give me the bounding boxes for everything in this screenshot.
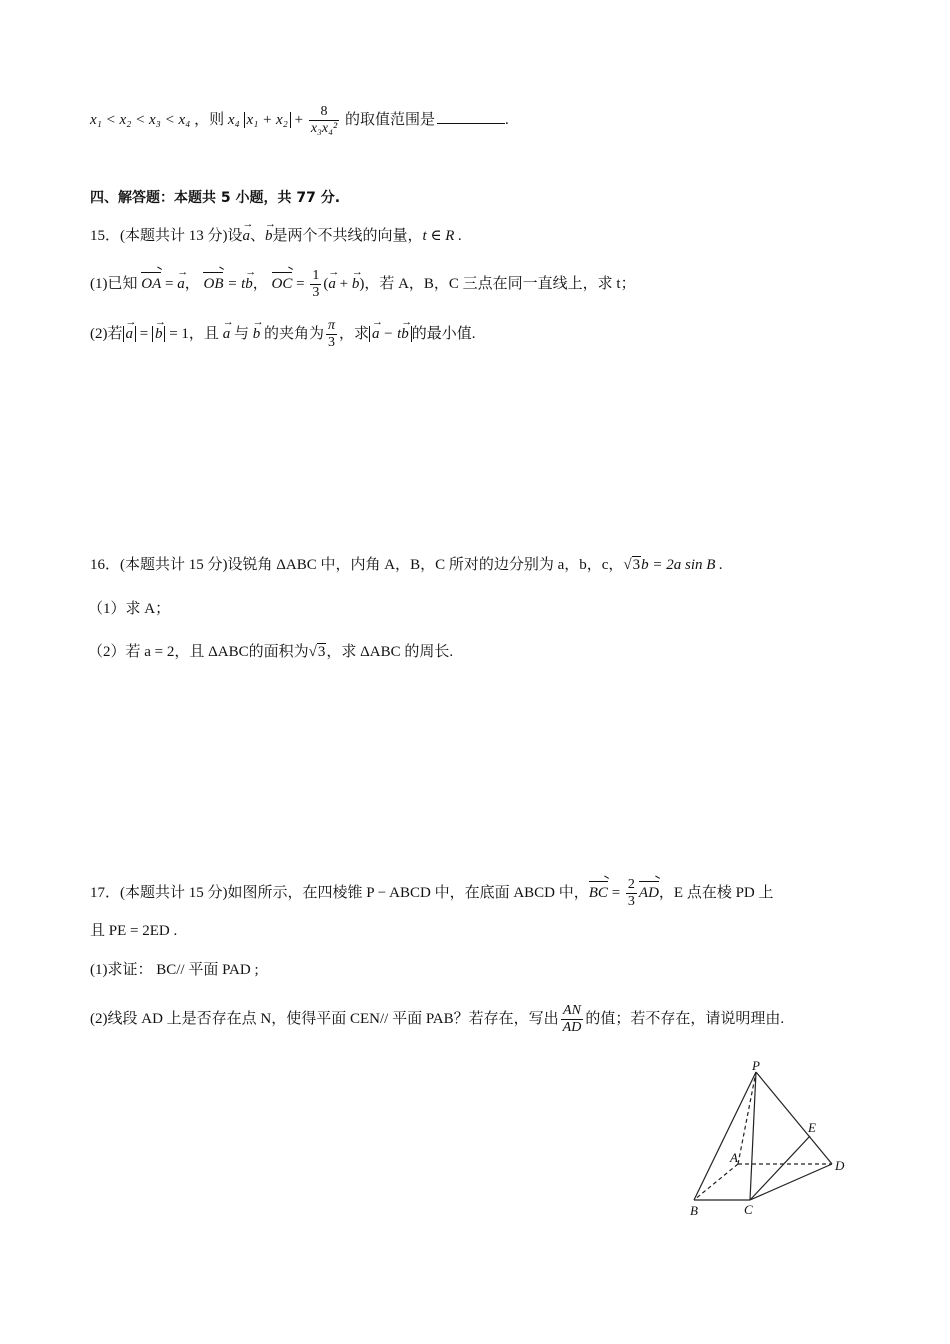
equals: = [607,884,624,901]
radicand: 3 [632,557,641,573]
question-tail: 的取值范围是 [344,111,435,128]
sqrt-3: √3 [308,644,326,660]
vector-a: → a [177,274,185,294]
vector-b: → b [401,324,409,344]
vertex-label-E: E [808,1120,816,1135]
q17-head: 17．(本题共计 15 分)如图所示，在四棱锥 P − ABCD 中，在底面 ABCD 中， [90,884,589,901]
absolute-value: x₁ + x₂ [244,112,291,128]
vertex-label-P: P [752,1060,760,1073]
equals: = [292,275,309,292]
abs-a [123,326,137,342]
q16-head: 16．(本题共计 15 分)设锐角 ΔABC 中，内角 A，B，C 所对的边分别为 a，b，c， [90,557,624,573]
q15-part1 [90,268,636,301]
q17-line2: 且 PE = 2ED . [90,923,178,939]
q17-stem [90,877,774,910]
q15-mid: 是两个不共线的向量， [272,228,423,244]
top-expression-line [90,104,509,137]
comma: ， [252,275,268,292]
q17-part2 [90,1003,784,1036]
plus-sign: + [294,111,304,128]
denominator: 3 [627,894,635,909]
q15-p2-eq: = 1，且 [165,325,223,342]
radicand: 3 [317,644,326,660]
vertex-label-D: D [835,1158,845,1173]
vector-OC: OC [271,275,293,292]
abs-a-minus-tb [369,326,412,342]
paren-open: ( [323,275,329,292]
denominator-AD: AD [562,1020,582,1035]
q16-stem [90,555,723,575]
denominator: 3 [312,285,320,300]
abs-b [152,326,166,342]
vector-a: → a [372,324,380,344]
and-text: 与 [230,325,253,342]
pyramid-figure [680,1060,850,1220]
vector-b: → b [245,274,253,294]
expr-factor: x₄ [227,111,240,128]
denominator: 3 [327,335,335,350]
angle-text: 的夹角为 [260,325,324,342]
vector-b: → b [265,226,273,246]
line-end: . [504,111,509,128]
vector-OA: OA [141,275,162,292]
q16-p2-prefix: （2）若 a = 2，且 ΔABC的面积为 [88,644,309,660]
section-heading: 四、解答题：本题共 5 小题，共 77 分. [90,190,341,206]
vector-a: → a [243,226,251,246]
equals-t: = t [223,275,246,292]
q15-stem [90,226,462,246]
vertex-label-C: C [744,1202,753,1217]
q17-p2-tail: 的值；若不存在，请说明理由. [585,1010,785,1027]
numerator: 2 [627,877,635,892]
inequality-chain: x₁ < x₂ < x₃ < x₄ [90,111,191,128]
fraction-pi-over-3 [326,318,337,351]
q15-part2: (2)若→ a = → b = 1，且 → a 与 → b 的夹角为 $\frac{\pi}{3}$ ，求→ a − t→ b 的最小值. [90,318,476,351]
t-in-R: t ∈ R . [422,228,462,244]
plus: + [335,275,352,292]
vector-b: → b [352,274,360,294]
sqrt-3: √3 [623,557,641,573]
fraction-AN-over-AD [561,1003,584,1036]
q17-part1: (1)求证： BC// 平面 PAD ; [90,962,259,978]
numerator-pi: π [327,318,335,333]
q17-tail: ，E 点在棱 PD 上 [658,884,774,901]
minus-t: − t [379,325,402,342]
vector-AD: AD [638,884,659,901]
q15-p1-tail: ，若 A，B，C 三点在同一直线上，求 t； [364,275,636,292]
vector-a: → a [126,324,134,344]
vector-b: → b [253,324,261,344]
q16-part2 [88,642,453,662]
vector-a: → a [328,274,336,294]
fraction-8-over-x3x4sq [309,104,339,137]
numerator: 1 [312,268,320,283]
connector-text: ，则 [194,111,225,128]
fraction-one-third [310,268,321,301]
q15-p1-prefix: (1)已知 [90,275,138,292]
q16-equation: b = 2a sin B . [641,557,723,573]
numerator-AN: AN [563,1003,581,1018]
q15-p2-tail: 的最小值. [411,325,476,342]
ask-text: ，求 [338,325,369,342]
vector-BC: BC [588,884,608,901]
q16-part1: （1）求 A； [88,601,171,617]
fraction-numerator: 8 [320,104,328,119]
separator: 、 [250,228,266,244]
vector-b: → b [155,324,163,344]
q16-p2-tail: ，求 ΔABC 的周长. [326,644,454,660]
equals: = [161,275,178,292]
q17-p2-prefix: (2)线段 AD 上是否存在点 N，使得平面 CEN// 平面 PAB？若存在，写出 [90,1010,559,1027]
fraction-two-thirds [626,877,637,910]
vector-OB: OB [203,275,224,292]
vertex-label-B: B [690,1203,698,1218]
q15-p2-prefix: (2)若 [90,325,123,342]
vertex-label-A: A [730,1150,738,1165]
paren-close: ) [359,275,365,292]
vector-a: → a [223,324,231,344]
q15-head: 15．(本题共计 13 分)设 [90,228,243,244]
fraction-denominator: x₃x₄² [310,121,338,136]
comma: ， [184,275,200,292]
answer-blank [437,123,505,124]
